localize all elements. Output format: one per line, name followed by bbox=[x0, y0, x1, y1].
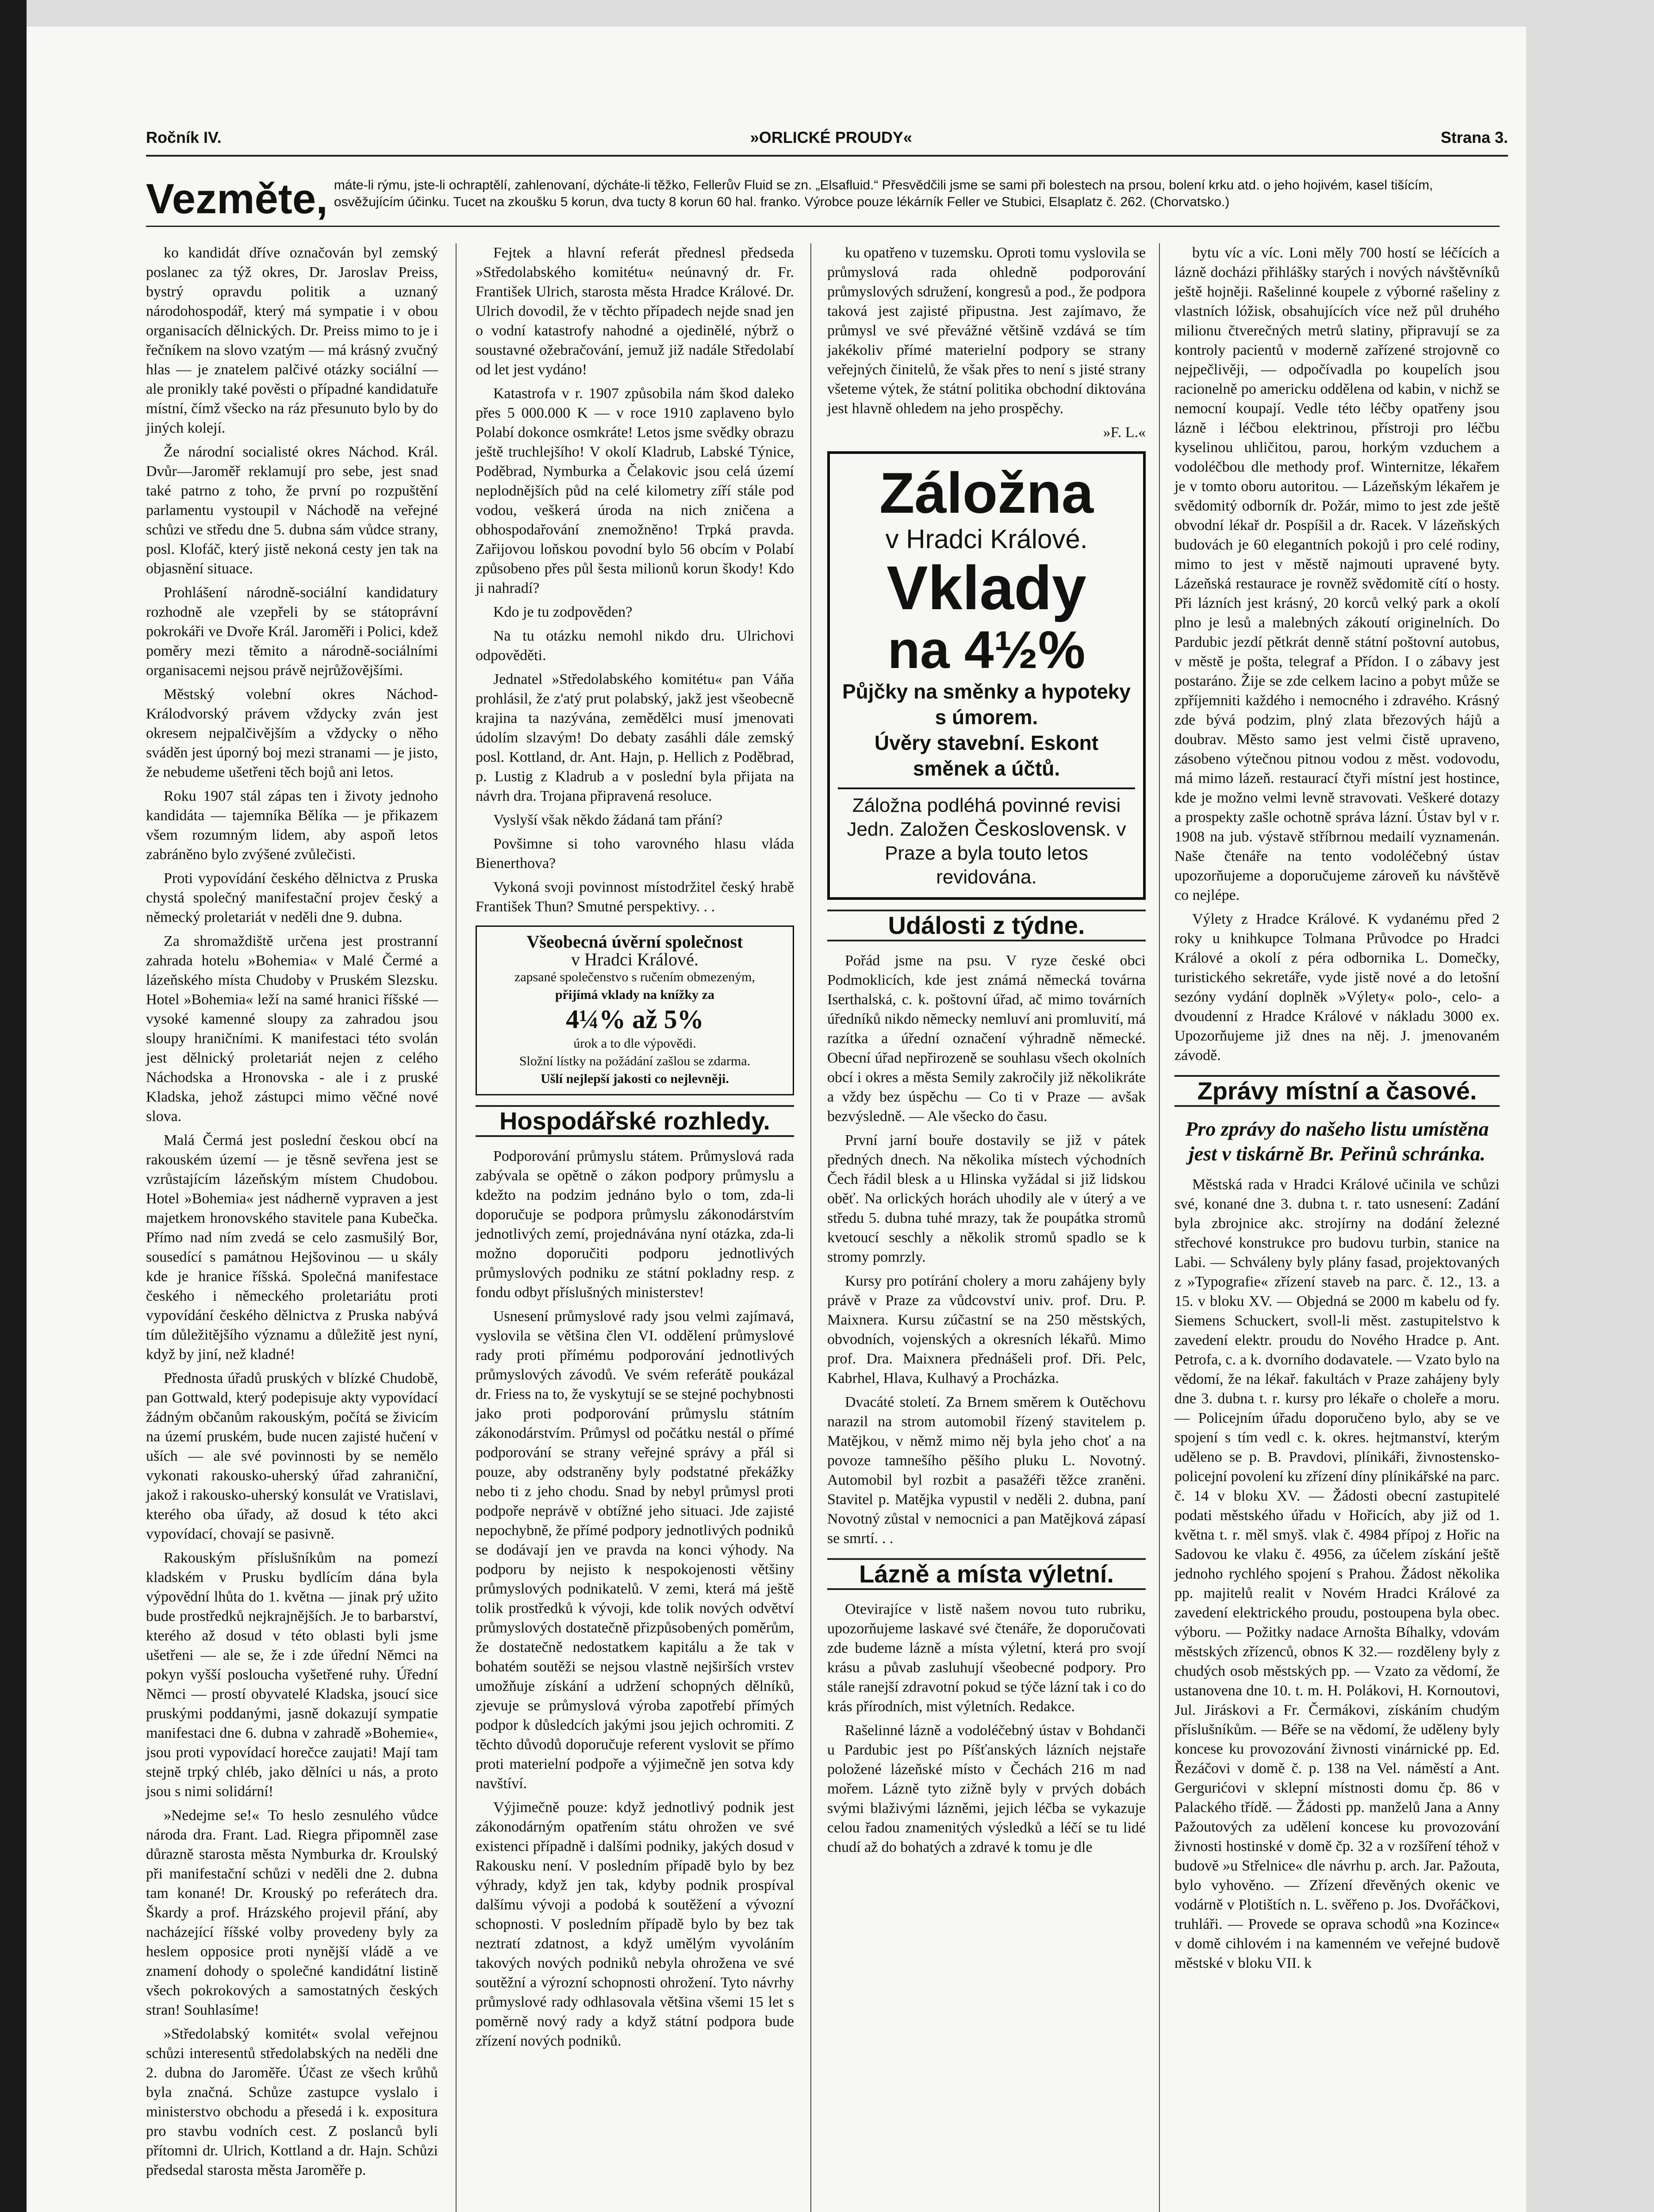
article-paragraph: »Nedejme se!« To heslo zesnulého vůdce národa dra. Frant. Lad. Riegra připomněl zase důrazně starosta města Nymburka dr. Kroulský při manifestační schůzi v neděli dne 2. dubna tam konané! Dr. Krouský po referátech dra. Škardy a prof. Hrázského projevil přání, aby nacházející říšské volby provedeny byly za heslem opposice proti nynější vládě a ve znamení dohody o společné kandidátní listině všech pokrokových a samostatných českých stran! Souhlasíme! bbox=[146, 1807, 438, 2018]
article-paragraph: ko kandidát dříve označován byl zemský poslanec za týž okres, Dr. Jaroslav Preiss, bystrý opravdu politik a uznaný národohospodář, který má sympatie i v obou organisacích dělnických. Dr. Preiss mimo to je i řečníkem na slovo vzatým — má krásný zvučný hlas — je znatelem palčivé otázky sociální — ale pronikly také pověsti o případné kandidatuře místní, čímž všecko na ráz přesunuto bylo by do jiných kolejí. bbox=[146, 245, 438, 436]
article-paragraph: Na tu otázku nemohl nikdo dru. Ulrichovi odpověděti. bbox=[476, 628, 794, 664]
article-paragraph: Za shromaždiště určena jest prostranní zahrada hotelu »Bohemia« v Malé Čermé a lázeňského místa Chudoby v Pruském Slezsku. Hotel »Bohemia« leží na samé hranici říšské — vysoké kamenné sloupy za zahradou jsou sloupy hraničními. K manifestaci této svolán jest dělnický proletariát nejen z celého Náchodska a Hronovska - ale i z pruské Kladska, jehož zástupci mimo věčné nové slova. bbox=[146, 933, 438, 1125]
article-paragraph: Kdo je tu zodpověden? bbox=[493, 604, 633, 620]
article-paragraph: Městská rada v Hradci Králové učinila ve schůzi své, konané dne 3. dubna t. r. tato usnesení: Zadání byla zbrojnice akc. strojírny na dodání železné střechové konstrukce pro budovu turbin, stanice na Labi. — Schváleny byly plány fasad, projektovaných z »Typografie« zřízení staveb na parc. č. 12., 13. a 15. v bloku XV. — Objedná se 2000 m kabelu od fy. Siemens Schuckert, svoll-li měst. zastupitelstvo k zavedení elektr. proudu do Nového Hradce p. Ant. Petrofa, c. a k. dvorního dodavatele. — Vzato bylo na vědomí, že na lékař. fakultách v Praze zahájeny byly dne 3. dubna t. r. kursy pro lékaře o choleře a moru. — Policejním úřadu doporučeno bylo, aby se ve spojení s tím vedl c. k. okres. hejtmanství, kterým uděleno se p. B. Pravdovi, plínikáři, živnostensko-policejní povolení ku zřízení díny plínikářské na parc. č. 14 v bloku XV. — Žádosti obecní zastupitelé podati městského úřadu v Hořicích, aby již od 1. května t. r. měl smyš. vlak č. 4984 přípoj z Hořic na Sadovou ke vlaku č. 4956, za účelem získání ještě jednoho rychlého spojení s Prahou. Žádost několika pp. majitelů realit v Novém Hradci Králové za zavedení elektrického proudu, postoupena byla obec. výboru. — Požitky nadace Arnošta Bíhalky, vdovám městských zřízenců, obnos K 32.— rozděleny byly z chudých osob městských pp. — Vzato za vědomí, že ustanovena dne 10. t. m. H. Polákovi, H. Kornoutovi, Jul. Jiráskovi a Fr. Čermákovi, získáním chudým příslušníkům. — Béře se na vědomí, že uděleny byly koncese ku provozování živnosti vinárnické pp. Ed. Řezáčovi v domě č. p. 138 na Vel. náměstí a Ant. Gergurićovi v sklepní místnosti domu čp. 86 v Palackého třídě. — Žádosti pp. manželů Jana a Anny Pažoutových za udělení koncese ku provozování živnosti hostinské v domě čp. 32 a v rozšíření téhož v budově »u Střelnice« dle návrhu p. arch. Jar. Pažouta, bylo vyhověno. — Zřízení dřevěných okenic ve vodárně v Plotištích n. L. svěřeno p. Jos. Dvořáčkovi, truhláři. — Provede se oprava schodů »na Kozince« v domě cihlovém i na kamenném ve veřejné budově městské v bloku VII. k bbox=[1174, 1176, 1500, 1971]
ad-text: máte-li rýmu, jste-li ochraptělí, zahlenovaní, dýcháte-li těžko, Fellerův Fluid se zn. „Elsafluid.“ Přesvědčili jsme se sami při bolestech na prsou, bolení krku atd. o jeho hojivém, kasel tišícím, osvěžujícím účinku. Tucet na zkoušku 5 korun, dva tucty 8 korun 60 hal. franko. Výrobce pouze lékárník Feller ve Stubici, Elsaplatz č. 262. (Chorvatsko.) bbox=[334, 178, 1433, 209]
article-paragraph: Že národní socialisté okres Náchod. Král. Dvůr—Jaroměř reklamují pro sebe, jest snad také patrno z toho, že první po rozpuštění parlamentu vystoupil v Náchodě na veřejné schůzi ve středu dne 5. dubna sám vůdce strany, posl. Klofáč, který jistě nekoná cesty jen tak na objasnění situace. bbox=[146, 444, 438, 577]
section-heading: Zprávy místní a časové. bbox=[1174, 1075, 1500, 1107]
article-paragraph: Městský volební okres Náchod-Králodvorský právem vždycky zván jest okresem nejpalčivějším a vždycky o něho sváděn jest úporný boj mezi stranami — je jisto, že nebudeme ušetřeni těch bojů ani letos. bbox=[146, 686, 438, 780]
running-header bbox=[146, 128, 1508, 157]
column-2 bbox=[476, 243, 794, 2212]
bank-rate: na 4½% bbox=[887, 620, 1086, 680]
ad-line: Ušlí nejlepší jakosti co nejlevněji. bbox=[541, 1071, 729, 1086]
article-paragraph: bytu víc a víc. Loni měly 700 hostí se léčících a lázně docházi přihlášky starých i nových návštěvníků ještě hojněji. Rašelinné koupele z výborné rašeliny z vlastních lóžisk, obsahujících více než půl druhého milionu čtverečných metrů slatiny, připravují se za kontroly pacientů v moderně zařízené strojovně co nejpečlivěji, — odpočívadla po koupelích jsou racionelně po americku oddělena od kabin, v nichž se nemocní koupají. Vedle této léčby opatřeny jsou lázně i léčbou elektrinou, přístroji pro léčbu kyselinou uhličitou, parou, horkým vzduchem a vodoléčbou dle methody prof. Winternitze, lékařem je v tomto oboru autoritou. — Lázeňským lékařem je svědomitý odborník dr. Požár, mimo to jest zde ještě obvodní lékař dr. Pospíšil a dr. Racek. V lázeňských budovách je 60 elegantních pokojů i pro celé rodiny, mimo to jest v městě najmouti upravené byty. Lázeňská restaurace je rovněž svědomitě cítí o hosty. Při lázních jest krásný, 20 korců velký park a okolí plno je lesů a malebných zákoutí originelních. Do Pardubic jezdí pětkrát denně státní poštovní autobus, v městě je pošta, telegraf a Přídon. I o zábavy jest postaráno. Žije se zde celkem lacino a pobyt může se zpříjemniti každého i nemocného i zdravého. Krásný zde bývá podzim, plný zlata březových hájů a doubrav. Město samo jest velmi čistě upraveno, zásobeno výtečnou pitnou vodou z měst. vodovodu, má mimo lázeň. restaurací čtyři místní jest hostince, kde je možno velmi levně stravovati. Veškeré dotazy a prospekty zašle ochotně správa lázní. Ústav byl v r. 1908 na jub. výstavě stříbrnou medailí vyznamenán. Naše čtenáře na tento vodoléčebný ústav upozorňujeme a doporučujeme zároveň ku návštěvě co nejlépe. bbox=[1174, 245, 1500, 903]
column-divider bbox=[1159, 243, 1160, 2212]
ad-line: zapsané společenstvo s ručením obmezeným, bbox=[514, 970, 755, 984]
article-paragraph: Fejtek a hlavní referát přednesl předseda »Středolabského komitétu« neúnavný dr. Fr. František Ulrich, starosta města Hradce Králové. Dr. Ulrich dovodil, že v těchto případech nejde snad jen o vodní katastrofy nahodné a ojedinělé, nýbrž o soustavné ožebračování, jemuž již nadále Středolabí od let jest vydáno! bbox=[476, 245, 794, 378]
article-paragraph: Vykoná svoji povinnost místodržitel český hrabě František Thun? Smutné perspektivy. . . bbox=[476, 879, 794, 915]
article-paragraph: Výjimečně pouze: když jednotlivý podnik jest zákonodárným opatřením státu ohrožen ve své existenci případně i dalšími podniky, jakých dosud v Rakousku není. V posledním případě bylo by bez výhrady, když jen tak, kdyby podnik prospíval dalšímu vývoji a podobá k soutěžení a vývozní schopnosti. V posledním případě bylo by bez tak neztratí zdatnost, a když umělým vyvoláním takových nových podniků nebyla ohrožena ve své soutěžní a výrozní schopnosti ohrožení. Tyto návrhy průmyslové rady odhlasovala většina všemi 15 let s poměrně nový rady a když státní podpora bude zřízení nových podniků. bbox=[476, 1799, 794, 2049]
article-paragraph: Proti vypovídání českého dělnictva z Pruska chystá společný manifestační projev český a německý proletariát v neděli dne 9. dubna. bbox=[146, 870, 438, 926]
bank-city: v Hradci Králové. bbox=[885, 524, 1088, 554]
notice: Pro zprávy do našeho listu umístěna jest v tiskárně Br. Peřinů schránka. bbox=[1185, 1118, 1489, 1165]
section-heading: Hospodářské rozhledy. bbox=[476, 1105, 794, 1137]
top-advertisement bbox=[146, 177, 1500, 227]
article-paragraph: Rašelinné lázně a vodoléčebný ústav v Bohdanči u Pardubic jest po Píšťanských lázních nejstaře položené lázeňské místo v Čechách 216 m nad mořem. Lázně tyto zižně byly v prvých dobách svými blaživými lázněmi, jejich léčba se vykazuje celou řadou znamenitých výsledků a léčí se tu lidé chudí až do bohatých a zdravé k tomu je dle bbox=[827, 1722, 1146, 1855]
ad-headline: Vezměte, bbox=[146, 175, 328, 223]
article-paragraph: Otevirajíce v listě našem novou tuto rubriku, upozorňujeme laskavé své čtenáře, že doporučovati zde budeme lázně a místa výletní, která pro svojí krásu a půvab zasluhují všeobecné podpory. Pro stále ranejší zdravotní pokud se týče lázní tak i co do krás přírodních, mist výletních. Redakce. bbox=[827, 1601, 1146, 1715]
binding-edge bbox=[0, 0, 27, 2212]
signature: »F. L.« bbox=[1103, 424, 1146, 441]
article-paragraph: Jednatel »Středolabského komitétu« pan Váňa prohlásil, že z'atý prut polabský, jakž jest všeobecně krajina ta nazývána, zemědělci musí jmenovati údolím slzavým! Do debaty zasáhli dále zemský posl. Kottland, dr. Ant. Hajn, p. Hellich z Poděbrad, p. Lustig z Kladrub a v poslední byla přijata na návrh dra. Trojana připravená resoluce. bbox=[476, 671, 794, 804]
article-paragraph: První jarní bouře dostavily se již v pátek předných dnech. Na několika místech východních Čech řádil blesk a u Hlinska vyžádal si již lidskou oběť. Na orlických horách uhodily ale v úterý a ve středu 5. dubna tuhé mrazy, tak že poupátka stromů kvetoucí seschly a několik stromů spadlo se k stromy pomrzly. bbox=[827, 1132, 1146, 1265]
article-paragraph: Povšimne si toho varovného hlasu vláda Bienerthova? bbox=[476, 836, 794, 872]
column-3 bbox=[827, 243, 1146, 2212]
ad-city: v Hradci Králové. bbox=[571, 949, 698, 969]
article-paragraph: Pořád jsme na psu. V ryze české obci Podmoklicích, kde jest známá německá továrna Iserthalská, c. k. poštovní úřad, ač mimo továrních úředníků nikdo německy nemluví ani promluvití, má razítka a úřední označení výhradně německé. Obecní úřad nepřirozeně se souhlasu všech okolních obcí i okres a města Semily zakročily již několikráte a vždy bez úspěchu — Co ti v Praze — avšak bezvýsledně. — Ale všecko do času. bbox=[827, 952, 1146, 1125]
bank-deposits: Vklady bbox=[886, 553, 1086, 622]
ad-line: přijímá vklady na knížky za bbox=[555, 987, 715, 1002]
article-paragraph: Katastrofa v r. 1907 způsobila nám škod daleko přes 5 000.000 K — v roce 1910 zaplaveno bylo Polabí dokonce osmkráte! Letos jsme svědky obrazu ještě truchlejšího! V okolí Kladrub, Labské Týnice, Poděbrad, Nymburka a Čelakovic jsou celá území neplodnějších půd na celé kilometry zíří stále pod vodou, veškerá úroda na nich zničena a obhospodařování znemožněno! Trpká pravda. Zařijovou loňskou povodní bylo 56 obcím v Polabí způsobeno přes půl šesta milionů korun škody! Kdo ji nahradí? bbox=[476, 385, 794, 596]
credit-society-ad bbox=[476, 926, 794, 1095]
ad-line: úrok a to dle výpovědi. bbox=[573, 1036, 696, 1051]
column-divider bbox=[810, 243, 811, 2212]
article-paragraph: Rakouským příslušníkům na pomezí kladském v Prusku bydlícím dána byla výpovědní lhůta do 1. května — jinak prý užito bude prostředků nejkrajnějších. Je to barbarství, kterého až dosud v této oblasti byli jsme ušetřeni — ale se, že i zde úřední Němci na pokyn vyšší posloucha vyšetřené ruhy. Úřední Němci — prostí obyvatelé Kladska, jsoucí sice pruskými poddanými, jasně dokazují sympatie manifestaci dne 6. dubna v zahradě »Bohemie«, jsou proti vypovídací horečce zaujati! Mají tam stejně trpký chléb, jako dělníci u nás, a proto jsou s nimi solidární! bbox=[146, 1550, 438, 1800]
ad-title: Všeobecná úvěrní společnost bbox=[526, 932, 743, 952]
page-number: Strana 3. bbox=[1440, 128, 1508, 146]
masthead-title: »ORLICKÉ PROUDY« bbox=[750, 128, 912, 146]
article-paragraph: Vyslyší však někdo žádaná tam přání? bbox=[493, 812, 723, 828]
article-paragraph: »Středolabský komitét« svolal veřejnou schůzi interesentů středolabských na neděli dne 2. dubna do Jaroměře. Účast ze všech krůhů byla značná. Schůze zastupce vyslalo i ministerstvo obchodu a přesedá i k. expositura pro stavbu vodních cest. Z poslanců byli přítomni dr. Ulrich, Kottland a dr. Hajn. Schůzi předsedal starosta města Jaroměře p. bbox=[146, 2026, 438, 2178]
article-paragraph: Přednosta úřadů pruských v blízké Chudobě, pan Gottwald, který podepisuje akty vypovídací žádným občanům rakouským, počítá se živicím na území pruském, bude nucen zajisté hučení v uších — ale své povinnosti by se nemělo vykonati rakousko-uherský úřad zahraniční, jakož i rakousko-uherský konsulát ve Vratislavi, kterého oba úřady, až dosud k této akci vypovídací, chovají se pasivně. bbox=[146, 1370, 438, 1542]
article-paragraph: Podporování průmyslu státem. Průmyslová rada zabývala se opětně o zákon podpory průmyslu a kdežto na podzim jednáno bylo o tom, zda-li doporučuje se podpora průmyslu zákonodárstvím jednotlivých zemí, projednávána nyní otázka, zda-li možno doporučiti podporu jednotlivých průmyslových podniku ze státní pokladny resp. z fondu odbyt příslušných ministerstev! bbox=[476, 1148, 794, 1301]
article-paragraph: Kursy pro potírání cholery a moru zahájeny byly právě v Praze za vůdcovství univ. prof. Dru. P. Maixnera. Kursu zúčastní se na 250 městských, obvodních, vojenských a okresních lékařů. Mimo prof. Dra. Maixnera přednášeli prof. Dři. Pelc, Kabrhel, Hlava, Kulhavý a Procházka. bbox=[827, 1273, 1146, 1386]
bank-line: Záložna podléhá povinné revisi Jedn. Založen Československ. v Praze a byla touto letos revidována. bbox=[838, 787, 1135, 889]
article-paragraph: Usnesení průmyslové rady jsou velmi zajímavá, vyslovila se většina člen VI. oddělení průmyslové rady proti přímému podporování jednotlivých průmyslových závodů. Ve svém referátě poukázal dr. Friess na to, že vyskytují se se stejné pochybnosti jako proti podporování průmyslu státním zákonodárstvím. Průmysl od počátku nestál o přímé podporování se strany veřejné správy a přál si pouze, aby odstraněny byly podstatné překážky nebo ti z jeho chodu. Snad by nebyl průmysl proti podpoře neprávě v obtížné jeho situaci. Jde zajisté nepochybně, že přímé podpory jednotlivých podniků se dodávají jen ve pravda na konci výhody. Na podporu by nejisto k nespokojenosti většiny průmyslových podnikatelů. V zemi, která má ještě tolik prostředků k vývoji, kde tolik nových odvětví průmyslových dostatečně přizpůsobených poměrům, že dostatečně nedostatkem kapitálu a že tak v bohatém soutěži se nejsou vlastně nejširších vrstev umožňuje získání a udržení schopných dělníků, zjevuje se průmyslová výroba zapotřebí přímých podpor k důsledcích jakými jsou jejich ochromiti. Z těchto důvodů doporučuje referent vyslovit se přímo proti materielní podpoře a výjimečně jen sotva kdy navštíví. bbox=[476, 1308, 794, 1792]
bank-title: Záložna bbox=[879, 461, 1094, 525]
article-paragraph: Prohlášení národně-sociální kandidatury rozhodně ale vzepřeli by se státoprávní pokrokáři ve Dvoře Král. Jaroměři i Polici, kdež poměry mezi těmito a národně-sociálními organisacemi nejsou právě nejrůžovějšími. bbox=[146, 584, 438, 679]
article-paragraph: Výlety z Hradce Králové. K vydanému před 2 roky u knihkupce Tolmana Průvodce po Hradci Králové a okolí z péra odbornika L. Domečky, turistického sekretáře, vyde jistě nové a do letošní sezóny vydání doplněk »Výlety« polo-, celo- a dvoudenní z Hradce Králové v nákladu 3000 ex. Upozorňujeme již dnes na něj. J. jmenovaném závodě. bbox=[1174, 911, 1500, 1064]
bank-line: Půjčky na směnky a hypoteky s úmorem. bbox=[842, 680, 1131, 729]
ad-line: Složní lístky na požádání zašlou se zdarma. bbox=[519, 1054, 751, 1068]
column-divider bbox=[456, 243, 457, 2212]
column-4 bbox=[1174, 243, 1500, 2212]
bank-line: Úvěry stavební. Eskont směnek a účtů. bbox=[874, 731, 1099, 780]
section-heading: Lázně a místa výletní. bbox=[827, 1558, 1146, 1590]
column-1 bbox=[146, 243, 438, 2212]
article-paragraph: Roku 1907 stál zápas ten i životy jednoho kandidáta — tajemníka Bělíka — je přikazem všem rozumným lidem, aby aspoň letos zabráněno bylo zvýšené zvůlečisti. bbox=[146, 788, 438, 863]
bank-advertisement bbox=[827, 451, 1146, 900]
article-paragraph: ku opatřeno v tuzemsku. Oproti tomu vyslovila se průmyslová rada ohledně podporování průmyslových sdružení, kongresů a pod., že podpora taková jest zajisté připustna. Jest zajímavo, že průmysl ve své převážné většině vzdává se tím jakékoliv přímé materielní podpory se strany veřejných činitelů, že však přes to není s jisté strany všeteme výtek, že státní politika obchodní diktována jest hlavně ohledem na jeho prospěchy. bbox=[827, 245, 1146, 417]
ad-rate: 4¼% až 5% bbox=[566, 1005, 704, 1034]
section-heading: Události z týdne. bbox=[827, 910, 1146, 941]
article-paragraph: Dvacáté století. Za Brnem směrem k Outěchovu narazil na strom automobil řízený stavitelem p. Matějkou, v němž mimo něj byla jeho choť a na povoze tamnešího pěšího pluku L. Novotný. Automobil byl rozbit a pasažéři těžce zraněni. Stavitel p. Matějka vypustil v neděli 2. dubna, paní Novotný zůstal v nemocnici a pan Matějková zápasí se smrtí. . . bbox=[827, 1394, 1146, 1547]
volume-label: Ročník IV. bbox=[146, 128, 222, 146]
article-paragraph: Malá Čermá jest poslední českou obcí na rakouském území — je těsně sevřena jest se vzrůstajícím lázeňským místem Chudobou. Hotel »Bohemia« jest nádherně vypraven a jest majetkem hronovského stavitele pana Kubečka. Přímo nad ním zvedá se celo zasmušilý Bor, sousedící s památnou Hejšovinou — u skály kde je hranice říšská. Společná manifestace českého i německého proletariátu proti vypovídání českého dělnictva z Pruska nabývá tím důležitějšího významu a důležitě jest nyní, když by jiní, než kladné! bbox=[146, 1132, 438, 1363]
